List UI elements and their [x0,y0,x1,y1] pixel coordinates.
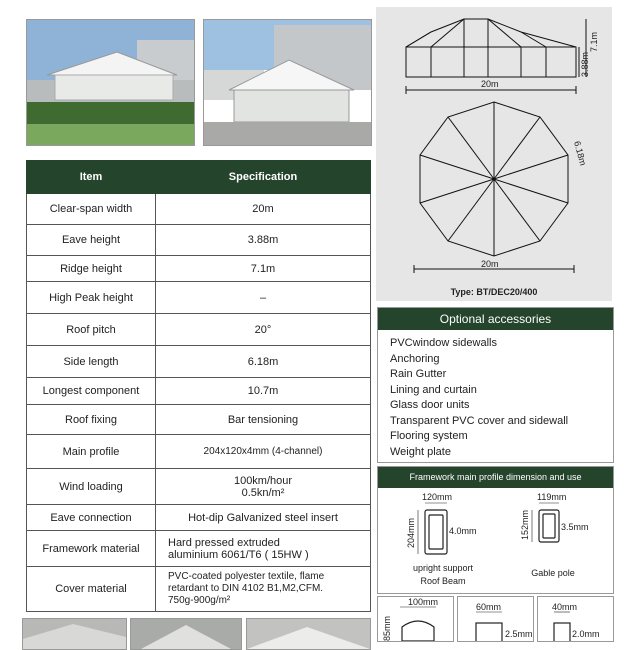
tent-photo-bottom-3 [246,618,371,650]
drawing-caption: Type: BT/DEC20/400 [450,287,538,297]
list-item: Lining and curtain [390,383,477,396]
profile-5-box [537,596,614,642]
elevation-width-label: 20m [481,79,499,89]
profile-4-box [457,596,534,642]
profile-1-shape [425,510,447,554]
profile-5-thickness: 2.0mm [572,629,600,639]
row-item: Roof pitch [27,314,156,346]
profile-2-inner [543,514,555,538]
row-spec-line1: Hard pressed extruded [168,536,280,549]
row-spec: 3.88m [156,225,371,256]
table-row [27,346,371,378]
profile-4-thickness: 2.5mm [505,629,533,639]
table-row [27,378,371,405]
row-spec: Hot-dip Galvanized steel insert [156,505,371,531]
row-spec-line2: 0.5kn/m² [241,486,285,499]
table-row [27,469,371,505]
row-spec: Bar tensioning [156,405,371,435]
row-spec [156,567,371,612]
table-row [27,314,371,346]
row-item: Eave height [27,225,156,256]
list-item: Weight plate [390,445,451,458]
profile-1-use [398,563,488,586]
profile-2-height: 152mm [520,509,530,540]
profile-3-box [377,596,454,642]
table-row [27,531,371,567]
profile-1-inner [429,515,443,549]
plan-view [414,102,574,273]
profile-3-height: 85mm [382,615,392,641]
row-spec: 10.7m [156,378,371,405]
table-row [27,435,371,469]
profile-2-thickness: 3.5mm [561,522,589,532]
row-spec-line3: 750g-900g/m² [168,595,231,606]
profile-3-width: 100mm [408,597,439,607]
elevation-height-label: 7.1m [589,31,599,52]
profile-1-width: 120mm [422,492,453,502]
list-item: Transparent PVC cover and sidewall [390,414,569,427]
row-spec: 20m [156,194,371,225]
eave-height-label: 3.88m [580,51,590,77]
plan-width-label: 20m [481,259,499,269]
row-item: Wind loading [27,469,156,505]
table-row [27,194,371,225]
header-spec: Specification [156,161,371,194]
row-item: Side length [27,346,156,378]
tent-drawing [376,7,612,301]
list-item: Rain Gutter [390,368,447,380]
framework-title: Framework main profile dimension and use [378,467,613,488]
row-spec-line1: PVC-coated polyester textile, flame [168,571,325,582]
row-item: Framework material [27,531,156,567]
table-row [27,282,371,314]
profile-4-width: 60mm [476,602,502,612]
side-length-label: 6.18m [572,139,589,167]
row-spec: 7.1m [156,256,371,282]
row-item: High Peak height [27,282,156,314]
profile-1-use-line1: upright support [412,563,474,573]
table-row [27,225,371,256]
row-spec: 204x120x4mm (4-channel) [156,435,371,469]
profile-1-height: 204mm [406,517,416,548]
tent-drawing-panel [376,7,612,301]
table-row [27,505,371,531]
row-spec: 20° [156,314,371,346]
tent-photo-right [203,19,372,146]
accessories-panel [377,307,614,463]
row-item: Clear-span width [27,194,156,225]
table-row [27,567,371,612]
row-item: Roof fixing [27,405,156,435]
tent-photo-bottom-1 [22,618,127,650]
row-item: Cover material [27,567,156,612]
tent-photo-left [26,19,195,146]
row-spec [156,469,371,505]
profile-2-use: Gable pole [531,568,575,578]
list-item: PVCwindow sidewalls [390,337,497,349]
row-spec: – [156,282,371,314]
row-item: Ridge height [27,256,156,282]
row-spec-line2: retardant to DIN 4102 B1,M2,CFM. [168,583,324,594]
header-item: Item [27,161,156,194]
spec-table [26,160,371,612]
profile-1-thickness: 4.0mm [449,526,477,536]
row-spec-line1: 100km/hour [233,474,293,487]
row-item: Main profile [27,435,156,469]
profile-2-width: 119mm [537,492,567,502]
profile-2-shape [539,510,559,542]
list-item: Anchoring [390,352,440,365]
row-spec: 6.18m [156,346,371,378]
list-item: Flooring system [390,430,468,442]
accessories-title: Optional accessories [378,308,613,330]
table-row [27,256,371,282]
list-item: Glass door units [390,399,470,411]
row-item: Longest component [27,378,156,405]
accessories-list [390,336,613,460]
profile-1-use-line2: Roof Beam [420,576,466,586]
table-row [27,405,371,435]
table-header [27,161,371,194]
row-spec-line2: aluminium 6061/T6 ( 15HW ) [168,548,309,561]
profile-5-width: 40mm [552,602,578,612]
row-item: Eave connection [27,505,156,531]
row-spec [156,531,371,567]
framework-panel [377,466,614,594]
tent-photo-bottom-2 [130,618,242,650]
